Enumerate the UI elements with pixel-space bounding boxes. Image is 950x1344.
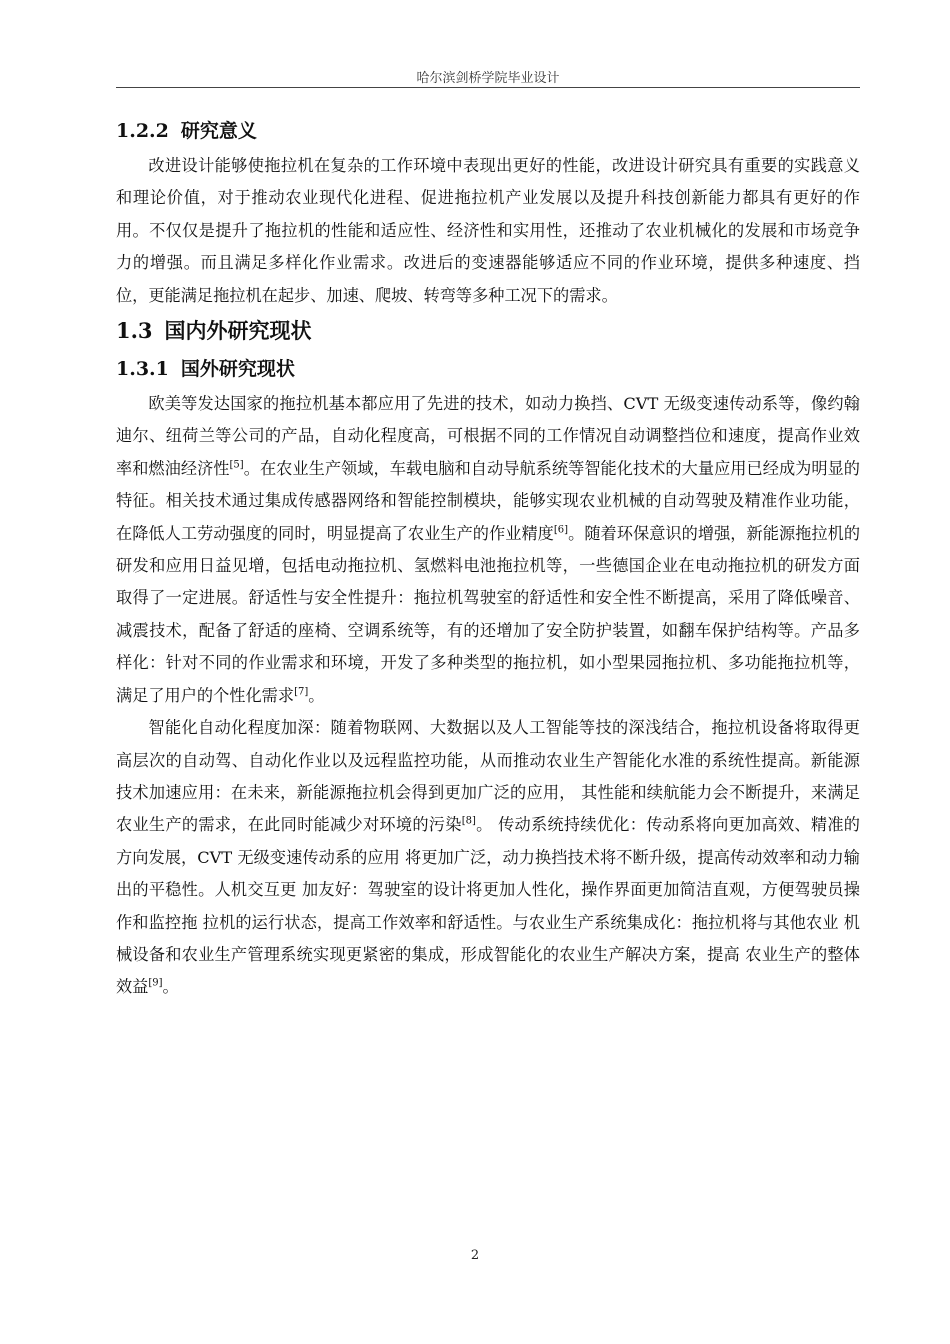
paragraph-text: 欧美等发达国家的拖拉机基本都应用了先进的技术，如动力换挡、CVT 无级变速传动系等，像约翰迪尔、纽荷兰等公司的产品，自动化程度高，可根据不同的工作情况自动调整挡位和速度，提高作业效率和燃油经济性 — [116, 394, 860, 478]
paragraph-foreign-research-1 — [116, 388, 860, 712]
paragraph-text: 。 — [162, 977, 179, 997]
section-number: 1.3 — [116, 318, 153, 344]
citation-ref[interactable]: [9] — [148, 977, 163, 989]
section-title: 国内外研究现状 — [164, 318, 312, 344]
paragraph-text: 。在农业生产领域，车载电脑和自动导航系统等智能化技术的大量应用已经成为明显的特征。相关技术通过集成传感器网络和智能控制模块，能够实现农业机械的自动驾驶及精准作业功能，在降低人工劳动强度的同时，明显提高了农业生产的作业精度 — [116, 458, 860, 543]
section-heading-1-2-2 — [116, 112, 860, 150]
section-number: 1.3.1 — [116, 358, 169, 381]
page-number: 2 — [470, 1248, 480, 1263]
section-number: 1.2.2 — [116, 120, 169, 142]
citation-ref[interactable]: [7] — [294, 686, 309, 698]
section-heading-1-3 — [116, 312, 860, 350]
section-title: 国外研究现状 — [180, 358, 295, 381]
paragraph-text: 。随着环保意识的增强，新能源拖拉机的研发和应用日益见增，包括电动拖拉机、氢燃料电池拖拉机等，一些德国企业在电动拖拉机的研发方面取得了一定进展。舒适性与安全性提升：拖拉机驾驶室的舒适性和安全性不断提高，采用了降低噪音、减震技术，配备了舒适的座椅、空调系统等，有的还增加了安全防护装置，如翻车保护结构等。产品多样化：针对不同的作业需求和环境，开发了多种类型的拖拉机，如小型果园拖拉机、多功能拖拉机等，满足了用户的个性化需求 — [116, 523, 861, 705]
citation-ref[interactable]: [8] — [461, 815, 476, 827]
citation-ref[interactable]: [6] — [553, 524, 569, 536]
citation-ref[interactable]: [5] — [229, 459, 244, 471]
header-divider — [116, 87, 860, 88]
section-heading-1-3-1 — [116, 350, 860, 388]
paragraph-text: 。 — [308, 685, 325, 705]
paragraph-foreign-research-2 — [116, 712, 860, 1004]
page-header-title: 哈尔滨剑桥学院毕业设计 — [416, 71, 560, 86]
paragraph-text: 。 传动系统持续优化：传动系将向更加高效、精准的方向发展，CVT 无级变速传动系的应用 将更加广泛，动力换挡技术将不断升级，提高传动效率和动力输出的平稳性。人机交互更 加友好：驾驶室的设计将更加人性化，操作界面更加简洁直观，方便驾驶员操作和监控拖 拉机的运行状态，提高工作效率和舒适性。与农业生产系统集成化：拖拉机将与其他农业 机械设备和农业生产管理系统实现更紧密的集成，形成智能化的农业生产解决方案，提高 农业生产的整体效益 — [116, 815, 860, 997]
paragraph-text: 智能化自动化程度加深：随着物联网、大数据以及人工智能等技的深浅结合，拖拉机设备将取得更高层次的自动驾、自动化作业以及远程监控功能，从而推动农业生产智能化水准的系统性提高。新能源技术加速应用：在未来，新能源拖拉机会得到更加广泛的应用， 其性能和续航能力会不断提升，来满足农业生产的需求，在此同时能减少对环境的污染 — [116, 718, 860, 835]
paragraph-research-significance: 改进设计能够使拖拉机在复杂的工作环境中表现出更好的性能，改进设计研究具有重要的实践意义和理论价值，对于推动农业现代化进程、促进拖拉机产业发展以及提升科技创新能力都具有更好的作用。不仅仅是提升了拖拉机的性能和适应性、经济性和实用性，还推动了农业机械化的发展和市场竞争力的增强。而且满足多样化作业需求。改进后的变速器能够适应不同的作业环境，提供多种速度、挡位，更能满足拖拉机在起步、加速、爬坡、转弯等多种工况下的需求。 — [116, 156, 860, 305]
section-title: 研究意义 — [180, 120, 257, 142]
page-content — [116, 112, 860, 1004]
